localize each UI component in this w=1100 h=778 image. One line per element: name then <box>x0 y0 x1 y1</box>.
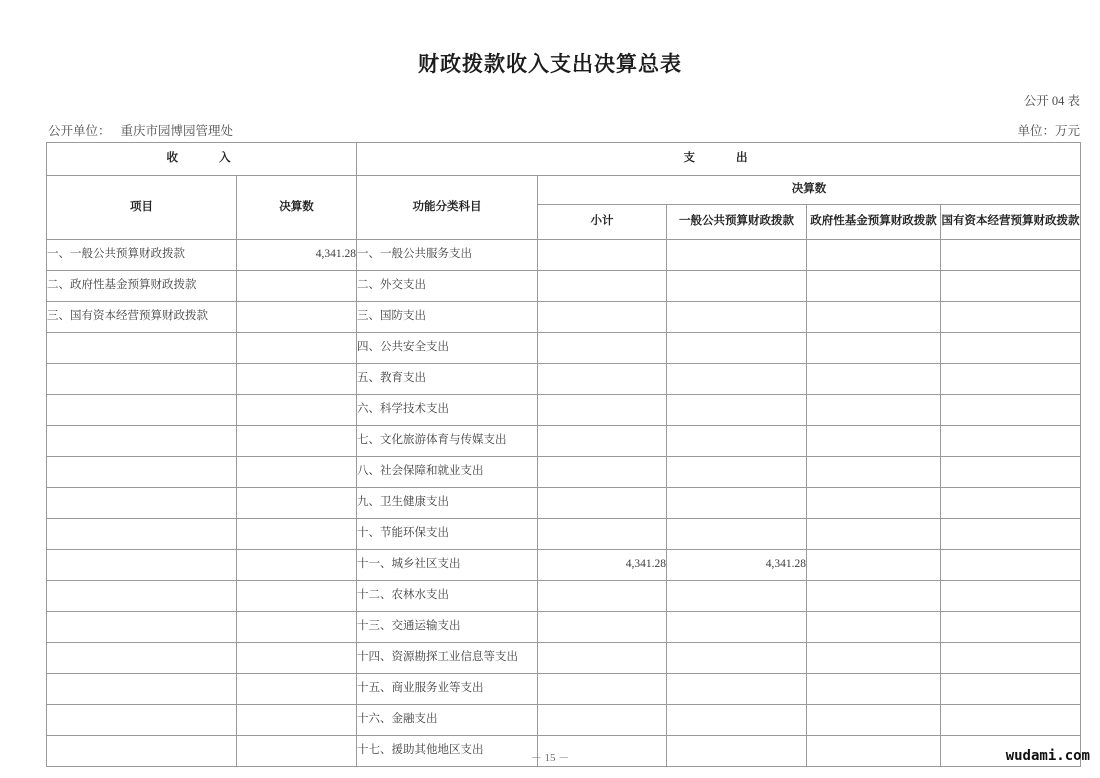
cell-income-amount <box>237 674 357 705</box>
cell-expense-gov-fund <box>807 705 941 736</box>
cell-expense-item: 二、外交支出 <box>357 271 538 302</box>
cell-expense-gov-fund <box>807 271 941 302</box>
cell-expense-item: 十五、商业服务业等支出 <box>357 674 538 705</box>
cell-expense-state-capital <box>941 457 1081 488</box>
cell-expense-general-public <box>667 581 807 612</box>
cell-expense-subtotal <box>538 457 667 488</box>
cell-expense-item: 九、卫生健康支出 <box>357 488 538 519</box>
table-row <box>47 333 1081 364</box>
cell-expense-subtotal <box>538 581 667 612</box>
cell-income-item <box>47 674 237 705</box>
cell-expense-subtotal <box>538 395 667 426</box>
watermark: wudami.com <box>1005 748 1090 764</box>
table-row <box>47 705 1081 736</box>
cell-income-amount <box>237 395 357 426</box>
cell-income-item: 三、国有资本经营预算财政拨款 <box>47 302 237 333</box>
publisher-name: 重庆市园博园管理处 <box>120 124 234 138</box>
cell-expense-item: 七、文化旅游体育与传媒支出 <box>357 426 538 457</box>
table-row <box>47 581 1081 612</box>
cell-expense-item: 五、教育支出 <box>357 364 538 395</box>
cell-expense-state-capital <box>941 240 1081 271</box>
cell-expense-general-public <box>667 364 807 395</box>
cell-expense-item: 十四、资源勘探工业信息等支出 <box>357 643 538 674</box>
cell-expense-item: 四、公共安全支出 <box>357 333 538 364</box>
financial-table <box>46 142 1081 767</box>
header-expense-general-public: 一般公共预算财政拨款 <box>667 205 807 240</box>
cell-expense-general-public <box>667 333 807 364</box>
cell-income-item: 二、政府性基金预算财政拨款 <box>47 271 237 302</box>
cell-expense-general-public <box>667 612 807 643</box>
cell-expense-subtotal <box>538 488 667 519</box>
cell-expense-general-public <box>667 643 807 674</box>
cell-expense-general-public <box>667 705 807 736</box>
header-expense-subject: 功能分类科目 <box>357 176 538 240</box>
cell-expense-subtotal <box>538 674 667 705</box>
cell-expense-gov-fund <box>807 426 941 457</box>
cell-income-item <box>47 643 237 674</box>
table-row <box>47 674 1081 705</box>
cell-expense-general-public <box>667 302 807 333</box>
table-row <box>47 612 1081 643</box>
cell-income-amount <box>237 705 357 736</box>
cell-expense-subtotal <box>538 705 667 736</box>
cell-expense-state-capital <box>941 364 1081 395</box>
table-row <box>47 519 1081 550</box>
table-row <box>47 302 1081 333</box>
cell-expense-gov-fund <box>807 488 941 519</box>
cell-expense-state-capital <box>941 612 1081 643</box>
cell-income-item <box>47 364 237 395</box>
table-row <box>47 643 1081 674</box>
cell-income-item <box>47 426 237 457</box>
cell-expense-state-capital <box>941 302 1081 333</box>
header-expense-subtotal: 小计 <box>538 205 667 240</box>
cell-income-item <box>47 395 237 426</box>
cell-expense-gov-fund <box>807 364 941 395</box>
cell-expense-state-capital <box>941 643 1081 674</box>
page-title: 财政拨款收入支出决算总表 <box>418 52 682 76</box>
cell-expense-state-capital <box>941 519 1081 550</box>
cell-income-amount <box>237 612 357 643</box>
table-row <box>47 426 1081 457</box>
cell-expense-subtotal <box>538 271 667 302</box>
header-expense-group: 支 出 <box>357 143 1081 176</box>
cell-expense-gov-fund <box>807 581 941 612</box>
cell-income-amount <box>237 457 357 488</box>
cell-expense-subtotal <box>538 302 667 333</box>
cell-expense-subtotal <box>538 612 667 643</box>
cell-expense-item: 十六、金融支出 <box>357 705 538 736</box>
cell-expense-general-public <box>667 271 807 302</box>
cell-income-item <box>47 705 237 736</box>
cell-expense-state-capital <box>941 581 1081 612</box>
cell-expense-subtotal <box>538 364 667 395</box>
cell-expense-general-public <box>667 240 807 271</box>
header-expense-final-accounts: 决算数 <box>538 176 1081 205</box>
cell-expense-general-public <box>667 674 807 705</box>
cell-expense-subtotal: 4,341.28 <box>538 550 667 581</box>
unit-note-label: 单位：万元 <box>1017 124 1080 138</box>
cell-expense-gov-fund <box>807 333 941 364</box>
cell-income-amount <box>237 333 357 364</box>
cell-expense-state-capital <box>941 271 1081 302</box>
form-code-label: 公开 04 表 <box>1023 94 1080 108</box>
cell-income-amount <box>237 364 357 395</box>
cell-expense-state-capital <box>941 395 1081 426</box>
cell-expense-general-public: 4,341.28 <box>667 550 807 581</box>
cell-income-amount <box>237 643 357 674</box>
cell-expense-state-capital <box>941 333 1081 364</box>
cell-expense-item: 十、节能环保支出 <box>357 519 538 550</box>
cell-expense-gov-fund <box>807 612 941 643</box>
cell-income-item: 一、一般公共预算财政拨款 <box>47 240 237 271</box>
publisher-label: 公开单位： <box>48 124 111 138</box>
cell-income-amount <box>237 581 357 612</box>
cell-expense-gov-fund <box>807 302 941 333</box>
cell-expense-subtotal <box>538 333 667 364</box>
header-income-group: 收 入 <box>47 143 357 176</box>
table-body <box>47 240 1081 767</box>
cell-income-item <box>47 550 237 581</box>
cell-expense-subtotal <box>538 426 667 457</box>
cell-income-amount <box>237 271 357 302</box>
financial-table-container <box>46 142 1080 767</box>
cell-expense-item: 十二、农林水支出 <box>357 581 538 612</box>
cell-expense-state-capital <box>941 550 1081 581</box>
cell-expense-item: 六、科学技术支出 <box>357 395 538 426</box>
cell-income-item <box>47 457 237 488</box>
table-header <box>47 143 1081 240</box>
cell-income-amount <box>237 519 357 550</box>
cell-expense-subtotal <box>538 643 667 674</box>
cell-expense-item: 三、国防支出 <box>357 302 538 333</box>
cell-income-amount <box>237 302 357 333</box>
cell-expense-general-public <box>667 488 807 519</box>
header-income-amount: 决算数 <box>237 176 357 240</box>
cell-expense-subtotal <box>538 240 667 271</box>
cell-expense-state-capital <box>941 488 1081 519</box>
cell-expense-item: 八、社会保障和就业支出 <box>357 457 538 488</box>
cell-expense-general-public <box>667 395 807 426</box>
cell-expense-general-public <box>667 519 807 550</box>
cell-income-amount <box>237 426 357 457</box>
cell-expense-gov-fund <box>807 457 941 488</box>
cell-expense-state-capital <box>941 674 1081 705</box>
table-row <box>47 240 1081 271</box>
cell-expense-gov-fund <box>807 550 941 581</box>
cell-income-amount <box>237 550 357 581</box>
cell-expense-item: 十一、城乡社区支出 <box>357 550 538 581</box>
cell-income-amount: 4,341.28 <box>237 240 357 271</box>
cell-income-item <box>47 581 237 612</box>
page-number: － 15 － <box>530 752 570 764</box>
cell-expense-subtotal <box>538 519 667 550</box>
cell-expense-item: 十七、援助其他地区支出 <box>357 736 538 767</box>
cell-expense-gov-fund <box>807 674 941 705</box>
cell-expense-gov-fund <box>807 519 941 550</box>
table-row <box>47 364 1081 395</box>
cell-income-item <box>47 612 237 643</box>
cell-expense-general-public <box>667 457 807 488</box>
cell-income-item <box>47 333 237 364</box>
table-row <box>47 550 1081 581</box>
cell-expense-item: 一、一般公共服务支出 <box>357 240 538 271</box>
cell-expense-gov-fund <box>807 643 941 674</box>
cell-expense-gov-fund <box>807 240 941 271</box>
header-expense-state-capital: 国有资本经营预算财政拨款 <box>941 205 1081 240</box>
table-row <box>47 395 1081 426</box>
table-row <box>47 457 1081 488</box>
header-income-item: 项目 <box>47 176 237 240</box>
cell-expense-general-public <box>667 426 807 457</box>
cell-income-item <box>47 519 237 550</box>
cell-income-amount <box>237 488 357 519</box>
cell-expense-state-capital <box>941 705 1081 736</box>
table-row <box>47 271 1081 302</box>
cell-expense-gov-fund <box>807 395 941 426</box>
table-row <box>47 488 1081 519</box>
cell-income-item <box>47 488 237 519</box>
header-expense-gov-fund: 政府性基金预算财政拨款 <box>807 205 941 240</box>
cell-expense-state-capital <box>941 426 1081 457</box>
cell-expense-item: 十三、交通运输支出 <box>357 612 538 643</box>
publisher-line <box>48 121 233 139</box>
